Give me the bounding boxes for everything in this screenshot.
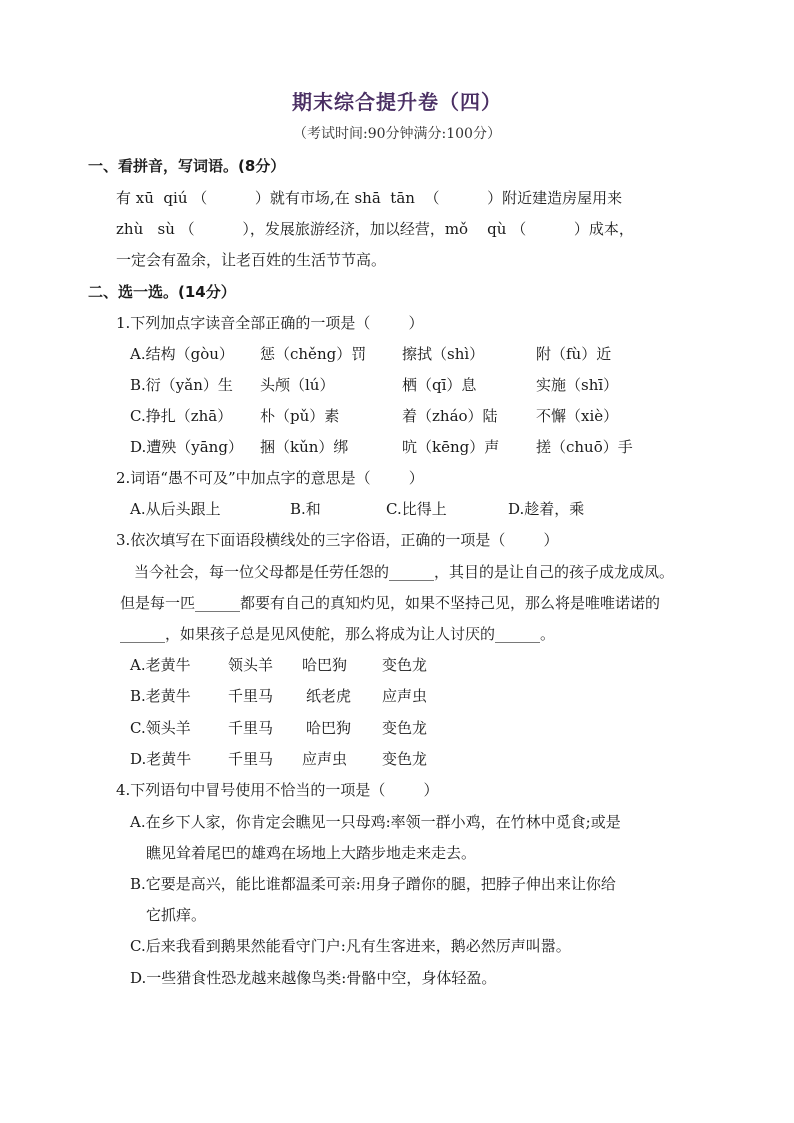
q2-option-a: A.从后头跟上 <box>130 500 221 518</box>
q2-option-c: C.比得上 <box>386 500 447 518</box>
q1-option-d-2: 捆（kǔn）绑 <box>260 438 349 456</box>
question-1-stem: 1.下列加点字读音全部正确的一项是（ ） <box>116 314 424 332</box>
q4-option-a-line-1: A.在乡下人家，你肯定会瞧见一只母鸡:率领一群小鸡，在竹林中觅食;或是 <box>130 813 621 831</box>
q3-option-d-4: 变色龙 <box>382 750 428 768</box>
q1-option-c-2: 朴（pǔ）素 <box>260 407 340 425</box>
q4-option-b-line-1: B.它要是高兴，能比谁都温柔可亲:用身子蹭你的腿，把脖子伸出来让你给 <box>130 875 616 893</box>
q2-option-b: B.和 <box>290 500 321 518</box>
q3-passage-line-1: 当今社会，每一位父母都是任劳任怨的______，其目的是让自己的孩子成龙成凤。 <box>134 563 675 581</box>
q3-option-a-2: 领头羊 <box>228 656 274 674</box>
question-2-stem: 2.词语“愚不可及”中加点字的意思是（ ） <box>116 469 424 487</box>
q4-option-c: C.后来我看到鹅果然能看守门户:凡有生客进来，鹅必然厉声叫嚣。 <box>130 937 571 955</box>
section-1-line-3: 一定会有盈余，让老百姓的生活节节高。 <box>116 251 387 269</box>
q4-option-b-line-2: 它抓痒。 <box>146 906 207 924</box>
q1-option-c-3: 着（zháo）陆 <box>402 407 498 425</box>
q1-option-a-3: 擦拭（shì） <box>402 345 485 363</box>
q3-option-c-2: 千里马 <box>228 719 274 737</box>
q2-option-d: D.趁着，乘 <box>508 500 585 518</box>
q1-option-a-1: A.结构（gòu） <box>130 345 234 363</box>
q3-option-a-1: A.老黄牛 <box>130 656 191 674</box>
exam-time-info: （考试时间:90分钟满分:100分） <box>293 126 501 142</box>
q3-option-d-1: D.老黄牛 <box>130 750 192 768</box>
q1-option-b-3: 栖（qī）息 <box>402 376 477 394</box>
q3-option-b-3: 纸老虎 <box>306 687 352 705</box>
q3-option-b-1: B.老黄牛 <box>130 687 191 705</box>
section-2-heading: 二、选一选。(14分） <box>88 283 236 301</box>
section-1-line-1: 有 xū qiú （ ）就有市场,在 shā tān （ ）附近建造房屋用来 <box>116 189 623 207</box>
question-3-stem: 3.依次填写在下面语段横线处的三字俗语，正确的一项是（ ） <box>116 531 559 549</box>
q3-option-a-3: 哈巴狗 <box>302 656 348 674</box>
q3-option-c-1: C.领头羊 <box>130 719 191 737</box>
q1-option-b-1: B.衍（yǎn）生 <box>130 376 233 394</box>
section-1-line-2: zhù sù （ ），发展旅游经济，加以经营，mǒ qù （ ）成本， <box>116 220 634 238</box>
q4-option-a-line-2: 瞧见耸着尾巴的雄鸡在场地上大踏步地走来走去。 <box>146 844 477 862</box>
q3-option-b-4: 应声虫 <box>382 687 428 705</box>
q1-option-b-2: 头颅（lú） <box>260 376 335 394</box>
q1-option-a-4: 附（fù）近 <box>536 345 612 363</box>
q3-option-d-3: 应声虫 <box>302 750 348 768</box>
q3-option-b-2: 千里马 <box>228 687 274 705</box>
section-1-heading: 一、看拼音，写词语。(8分） <box>88 157 286 175</box>
q3-option-c-4: 变色龙 <box>382 719 428 737</box>
q1-option-a-2: 惩（chěng）罚 <box>260 345 367 363</box>
q1-option-d-3: 吭（kēng）声 <box>402 438 500 456</box>
q3-passage-line-2: 但是每一匹______都要有自己的真知灼见，如果不坚持己见，那么将是唯唯诺诺的 <box>120 594 661 612</box>
q4-option-d: D.一些猎食性恐龙越来越像鸟类:骨骼中空，身体轻盈。 <box>130 969 497 987</box>
q1-option-d-1: D.遭殃（yāng） <box>130 438 243 456</box>
q1-option-b-4: 实施（shī） <box>536 376 619 394</box>
q1-option-d-4: 搓（chuō）手 <box>536 438 633 456</box>
q1-option-c-4: 不懈（xiè） <box>536 407 619 425</box>
question-4-stem: 4.下列语句中冒号使用不恰当的一项是（ ） <box>116 781 439 799</box>
q3-option-d-2: 千里马 <box>228 750 274 768</box>
q3-option-c-3: 哈巴狗 <box>306 719 352 737</box>
page-title: 期末综合提升卷（四） <box>292 90 502 114</box>
q3-passage-line-3: ______，如果孩子总是见风使舵，那么将成为让人讨厌的______。 <box>120 625 556 643</box>
q3-option-a-4: 变色龙 <box>382 656 428 674</box>
q1-option-c-1: C.挣扎（zhā） <box>130 407 233 425</box>
